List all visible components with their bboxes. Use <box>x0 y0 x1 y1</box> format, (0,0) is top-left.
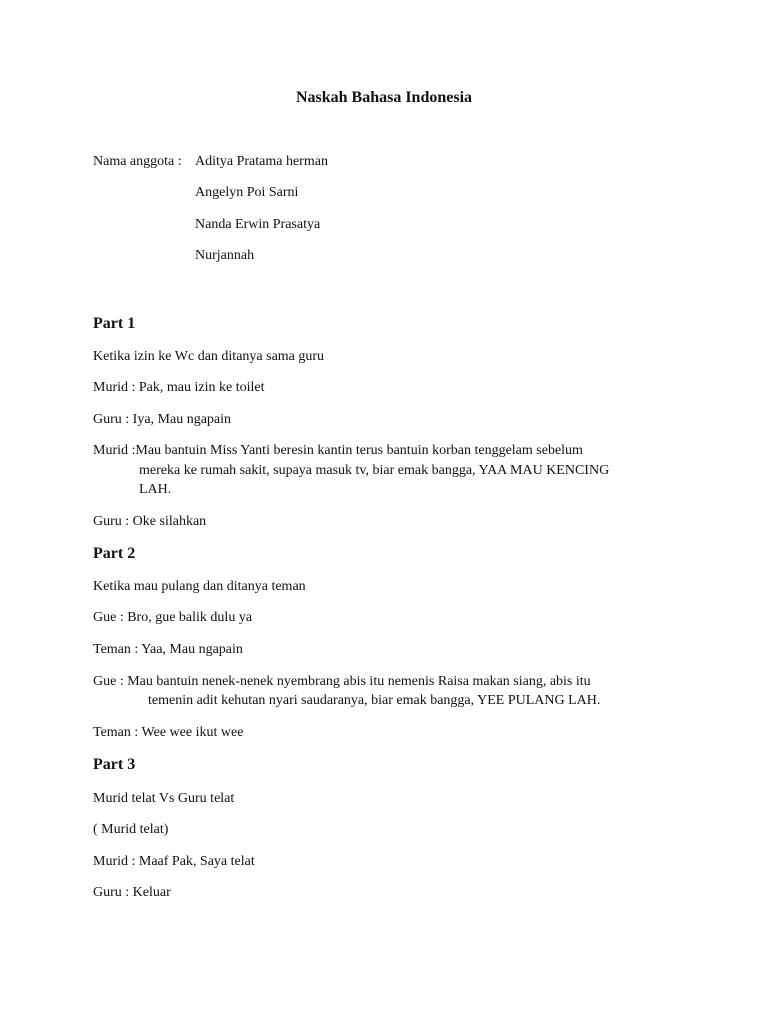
dialogue-line <box>93 512 206 532</box>
part2-heading: Part 2 <box>93 545 136 562</box>
dialogue-line <box>93 608 252 628</box>
dialogue-text: Oke silahkan <box>132 514 207 529</box>
dialogue-line <box>93 640 243 660</box>
dialogue-continuation: LAH. <box>139 482 172 497</box>
members-label: Nama anggota : <box>93 154 182 169</box>
speaker-label: Murid : <box>93 443 136 458</box>
dialogue-line <box>93 723 243 743</box>
member-name: Nurjannah <box>195 248 255 263</box>
part3-heading: Part 3 <box>93 756 136 773</box>
dialogue-line <box>93 672 591 692</box>
dialogue-text: Maaf Pak, Saya telat <box>138 854 255 869</box>
speaker-label: Guru : <box>93 412 130 427</box>
speaker-label: Gue : <box>93 610 124 625</box>
dialogue-line <box>93 378 264 398</box>
dialogue-text: Yaa, Mau ngapain <box>141 642 243 657</box>
part1-intro: Ketika izin ke Wc dan ditanya sama guru <box>93 349 325 364</box>
speaker-label: Guru : <box>93 885 130 900</box>
dialogue-continuation: temenin adit kehutan nyari saudaranya, biar emak bangga, YEE PULANG LAH. <box>148 693 601 708</box>
dialogue-line <box>93 410 231 430</box>
part3-note: ( Murid telat) <box>93 822 169 837</box>
document-title: Naskah Bahasa Indonesia <box>295 89 473 106</box>
dialogue-text: Keluar <box>132 885 171 900</box>
speaker-label: Gue : <box>93 674 124 689</box>
dialogue-text: Iya, Mau ngapain <box>132 412 232 427</box>
member-name: Nanda Erwin Prasatya <box>195 217 321 232</box>
dialogue-line <box>93 852 255 872</box>
member-name: Angelyn Poi Sarni <box>195 185 299 200</box>
dialogue-text: Pak, mau izin ke toilet <box>138 380 265 395</box>
speaker-label: Murid : <box>93 854 136 869</box>
speaker-label: Teman : <box>93 642 139 657</box>
speaker-label: Teman : <box>93 725 139 740</box>
dialogue-text: Bro, gue balik dulu ya <box>127 610 253 625</box>
part3-intro: Murid telat Vs Guru telat <box>93 791 235 806</box>
part1-heading: Part 1 <box>93 315 136 332</box>
speaker-label: Murid : <box>93 380 136 395</box>
member-name: Aditya Pratama herman <box>195 154 328 169</box>
dialogue-text: Wee wee ikut wee <box>141 725 244 740</box>
part2-intro: Ketika mau pulang dan ditanya teman <box>93 579 306 594</box>
dialogue-line <box>93 441 583 461</box>
dialogue-continuation: mereka ke rumah sakit, supaya masuk tv, biar emak bangga, YAA MAU KENCING <box>139 463 610 478</box>
speaker-label: Guru : <box>93 514 130 529</box>
dialogue-line <box>93 883 171 903</box>
dialogue-text: Mau bantuin nenek-nenek nyembrang abis itu nemenis Raisa makan siang, abis itu <box>127 674 591 689</box>
dialogue-text: Mau bantuin Miss Yanti beresin kantin terus bantuin korban tenggelam sebelum <box>135 443 583 458</box>
